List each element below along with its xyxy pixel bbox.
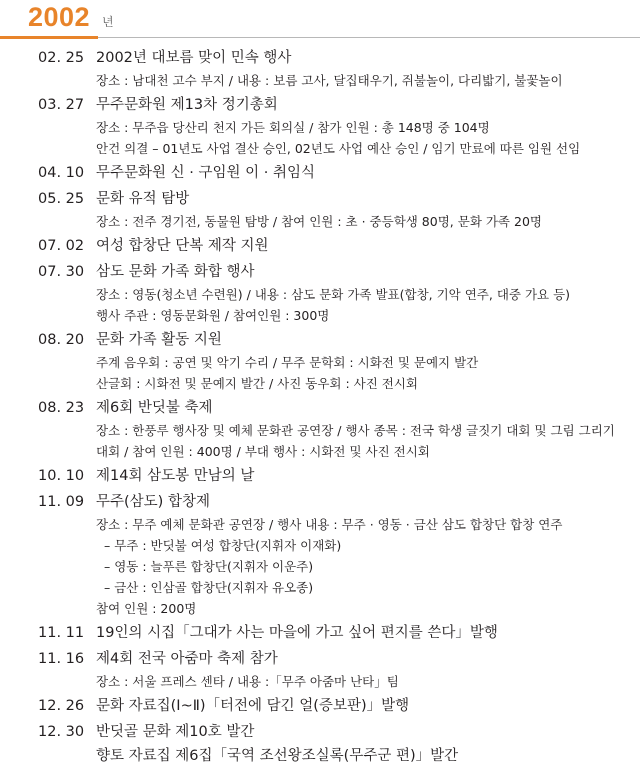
event-title: 무주문화원 제13차 정기총회 (96, 97, 278, 113)
year-suffix: 년 (102, 15, 114, 29)
event-detail: 장소 : 영동(청소년 수련원) / 내용 : 삼도 문화 가족 발표(합창, 기악 연주, 대중 가요 등) (96, 287, 571, 302)
event-entry (0, 694, 640, 720)
event-detail: 주계 음우회 : 공연 및 악기 수리 / 무주 문학회 : 시화전 및 문예지 발간 (96, 355, 479, 370)
event-title: 문화 가족 활동 지원 (96, 332, 222, 348)
event-detail: 참여 인원 : 200명 (96, 601, 197, 616)
event-entry (0, 647, 640, 694)
event-entry (0, 621, 640, 647)
event-title: 여성 합창단 단복 제작 지원 (96, 238, 269, 254)
event-entry (0, 187, 640, 234)
event-title: 제6회 반딧불 축제 (96, 400, 213, 416)
event-title: 제14회 삼도봉 만남의 날 (96, 468, 255, 484)
event-detail: 장소 : 무주읍 당산리 천지 가든 회의실 / 참가 인원 : 총 148명 중 104명 (96, 120, 490, 135)
year-heading: 2002 (28, 2, 91, 32)
event-entry (0, 328, 640, 396)
event-entry (0, 490, 640, 621)
event-title: 문화 유적 탐방 (96, 191, 190, 207)
event-detail: 안건 의결 – 01년도 사업 결산 승인, 02년도 사업 예산 승인 / 임기 만료에 따른 임원 선임 (96, 141, 581, 156)
event-title: 제4회 전국 아줌마 축제 참가 (96, 651, 278, 667)
event-date: 04. 10 (38, 165, 85, 181)
event-title: 문화 자료집(Ⅰ~Ⅱ)「터전에 담긴 얼(증보판)」발행 (96, 698, 410, 714)
event-title: 반딧골 문화 제10호 발간 (96, 724, 255, 740)
event-date: 03. 27 (38, 97, 85, 113)
event-date: 08. 23 (38, 400, 85, 416)
event-entry (0, 46, 640, 93)
event-detail: – 금산 : 인삼골 합창단(지휘자 유오종) (104, 580, 314, 595)
event-detail: 장소 : 전주 경기전, 동물원 탐방 / 참여 인원 : 초 · 중등학생 80명, 문화 가족 20명 (96, 214, 542, 229)
event-date: 11. 16 (38, 651, 85, 667)
event-detail: 산글회 : 시화전 및 문예지 발간 / 사진 동우회 : 사진 전시회 (96, 376, 418, 391)
event-detail: – 영동 : 늘푸른 합창단(지휘자 이운주) (104, 559, 314, 574)
header-accent-rule (0, 36, 98, 39)
event-entry (0, 93, 640, 161)
event-entry (0, 720, 640, 770)
event-title: 향토 자료집 제6집「국역 조선왕조실록(무주군 편)」발간 (96, 748, 459, 764)
event-entry (0, 396, 640, 464)
event-date: 11. 09 (38, 494, 85, 510)
event-detail: 장소 : 남대천 고수 부지 / 내용 : 보름 고사, 달집태우기, 쥐불놀이, 다리밟기, 불꽃놀이 (96, 73, 563, 88)
event-date: 12. 30 (38, 724, 85, 740)
event-date: 10. 10 (38, 468, 85, 484)
header-divider (98, 37, 640, 38)
event-entry (0, 260, 640, 328)
event-detail: 대회 / 참여 인원 : 400명 / 부대 행사 : 시화전 및 사진 전시회 (96, 444, 430, 459)
event-title: 무주문화원 신 · 구임원 이 · 취임식 (96, 165, 315, 181)
event-entry (0, 464, 640, 490)
event-detail: 장소 : 무주 예체 문화관 공연장 / 행사 내용 : 무주 · 영동 · 금산 삼도 합창단 합창 연주 (96, 517, 563, 532)
event-detail: 장소 : 서울 프레스 센타 / 내용 :「무주 아줌마 난타」팀 (96, 674, 399, 689)
event-detail: 행사 주관 : 영동문화원 / 참여인원 : 300명 (96, 308, 330, 323)
page-header (0, 0, 640, 40)
event-title: 무주(삼도) 합창제 (96, 494, 210, 510)
event-date: 11. 11 (38, 625, 85, 641)
event-date: 08. 20 (38, 332, 85, 348)
event-title: 2002년 대보름 맞이 민속 행사 (96, 50, 292, 66)
event-date: 02. 25 (38, 50, 85, 66)
event-date: 07. 02 (38, 238, 85, 254)
event-date: 12. 26 (38, 698, 85, 714)
event-detail: – 무주 : 반딧불 여성 합창단(지휘자 이재화) (104, 538, 342, 553)
event-detail: 장소 : 한풍루 행사장 및 예체 문화관 공연장 / 행사 종목 : 전국 학생 글짓기 대회 및 그림 그리기 (96, 423, 615, 438)
event-date: 05. 25 (38, 191, 85, 207)
event-list (0, 46, 640, 770)
event-title: 19인의 시집「그대가 사는 마을에 가고 싶어 편지를 쓴다」발행 (96, 625, 498, 641)
event-date: 07. 30 (38, 264, 85, 280)
event-entry (0, 234, 640, 260)
event-title: 삼도 문화 가족 화합 행사 (96, 264, 255, 280)
event-entry (0, 161, 640, 187)
